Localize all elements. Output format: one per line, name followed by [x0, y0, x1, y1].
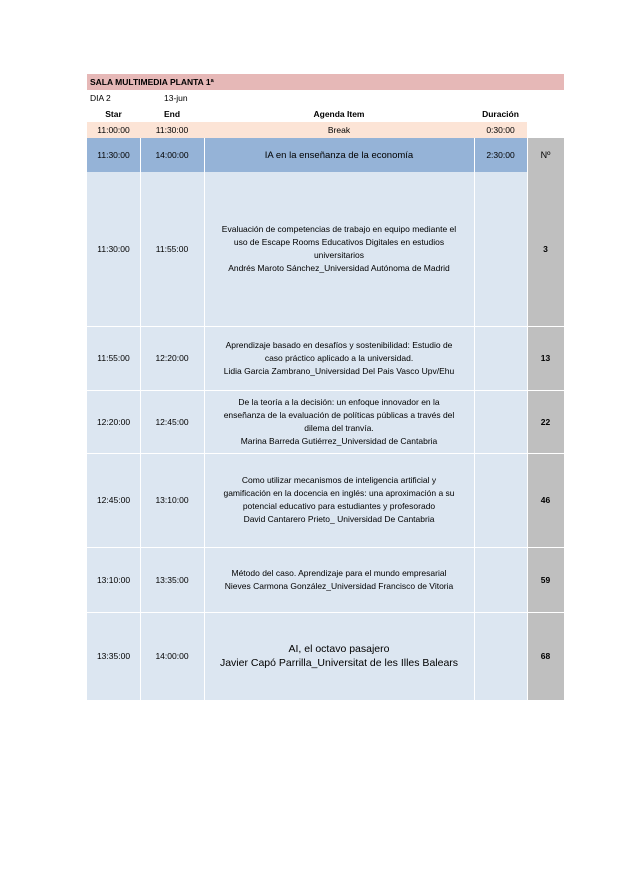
- col-start-header: Star: [105, 109, 122, 119]
- row-divider: [87, 453, 564, 454]
- session-duration: 2:30:00: [486, 150, 515, 160]
- talk-line: Lidia Garcia Zambrano_Universidad Del Pais Vasco Upv/Ehu: [223, 365, 455, 376]
- talk-item: [204, 453, 474, 547]
- talk-end: 12:20:00: [155, 353, 189, 363]
- talk-line: dilema del tranvía.: [304, 422, 374, 433]
- talk-start: 12:20:00: [96, 416, 131, 427]
- talk-end: 13:10:00: [155, 495, 189, 505]
- talk-line: Como utilizar mecanismos de inteligencia artificial y: [241, 475, 437, 485]
- talk-row: [87, 172, 564, 326]
- talk-item: [204, 390, 474, 453]
- col-item-header: Agenda Item: [313, 109, 365, 119]
- col-duration-header: Duración: [482, 109, 519, 119]
- col-divider: [474, 138, 475, 700]
- row-divider: [87, 326, 564, 327]
- room-title-bar: [87, 74, 564, 90]
- talk-item: [204, 547, 474, 612]
- number-header: Nº: [540, 150, 551, 160]
- break-row: [87, 122, 527, 138]
- session-end: 14:00:00: [155, 150, 189, 160]
- row-divider: [87, 390, 564, 391]
- talk-number: 3: [543, 244, 548, 254]
- talk-start: 13:35:00: [96, 651, 131, 661]
- talk-line: Marina Barreda Gutiérrez_Universidad de Cantabria: [240, 435, 438, 446]
- talk-item-text: [225, 567, 454, 593]
- talk-item-text: [224, 396, 455, 448]
- talk-item-text: [220, 642, 458, 670]
- talk-end: 11:55:00: [155, 244, 189, 254]
- talk-start: 12:45:00: [96, 495, 131, 505]
- talk-row: [87, 453, 564, 547]
- break-duration: 0:30:00: [486, 125, 515, 135]
- talk-end: 13:35:00: [155, 574, 189, 585]
- day-date: 13-jun: [164, 93, 188, 103]
- talk-number: 22: [540, 416, 551, 427]
- talk-line: potencial educativo para estudiantes y profesorado: [242, 501, 436, 511]
- talk-start: 11:30:00: [97, 244, 130, 254]
- talk-number: 46: [540, 495, 551, 505]
- row-divider: [87, 547, 564, 548]
- talk-line: Nieves Carmona González_Universidad Francisco de Vitoria: [224, 580, 454, 591]
- talk-line: Método del caso. Aprendizaje para el mundo empresarial: [231, 567, 447, 578]
- talk-end: 14:00:00: [155, 651, 189, 661]
- talk-number: 59: [540, 574, 551, 585]
- col-divider: [140, 138, 141, 700]
- talk-line: David Cantarero Prieto_ Universidad De Cantabria: [243, 514, 435, 524]
- talk-line: De la teoría a la decisión: un enfoque innovador en la: [238, 396, 440, 407]
- talk-line: universitarios: [313, 250, 365, 260]
- talk-row: [87, 612, 564, 700]
- talk-line: caso práctico aplicado a la universidad.: [264, 352, 414, 363]
- column-header-row: [87, 106, 527, 122]
- talk-start: 11:55:00: [97, 353, 130, 363]
- talk-row: [87, 326, 564, 390]
- talk-item: [204, 172, 474, 326]
- session-start: 11:30:00: [97, 150, 130, 160]
- room-title: SALA MULTIMEDIA PLANTA 1ª: [90, 77, 214, 87]
- col-divider: [204, 138, 205, 700]
- talk-row: [87, 547, 564, 612]
- talk-item-text: [224, 339, 454, 378]
- day-label: DIA 2: [90, 93, 111, 103]
- talk-line: uso de Escape Rooms Educativos Digitales en estudios: [233, 237, 445, 247]
- talk-item-text: [223, 474, 454, 526]
- break-start: 11:00:00: [97, 125, 130, 135]
- talk-line: Javier Capó Parrilla_Universitat de les Illes Balears: [219, 657, 459, 669]
- talk-line: Evaluación de competencias de trabajo en equipo mediante el: [221, 224, 457, 234]
- talk-item: [204, 326, 474, 390]
- session-header-row: [87, 138, 527, 172]
- talk-number: 13: [540, 353, 551, 363]
- talk-line: Andrés Maroto Sánchez_Universidad Autónoma de Madrid: [228, 263, 450, 273]
- talk-start: 13:10:00: [96, 574, 131, 585]
- talk-line: Aprendizaje basado en desafíos y sostenibilidad: Estudio de: [225, 339, 453, 350]
- talk-line: enseñanza de la evaluación de políticas públicas a través del: [223, 409, 455, 420]
- break-end: 11:30:00: [155, 125, 189, 135]
- session-title: IA en la enseñanza de la economía: [264, 149, 414, 161]
- talk-row: [87, 390, 564, 453]
- talk-item: [204, 612, 474, 700]
- talk-number: 68: [540, 651, 551, 661]
- talk-line: gamificación en la docencia en inglés: una aproximación a su: [223, 488, 455, 498]
- row-divider: [87, 612, 564, 613]
- talk-item-text: [222, 223, 456, 275]
- talk-end: 12:45:00: [155, 416, 189, 427]
- col-end-header: End: [163, 109, 181, 119]
- talk-line: AI, el octavo pasajero: [288, 643, 390, 655]
- col-divider: [527, 138, 528, 700]
- break-item: Break: [327, 125, 351, 135]
